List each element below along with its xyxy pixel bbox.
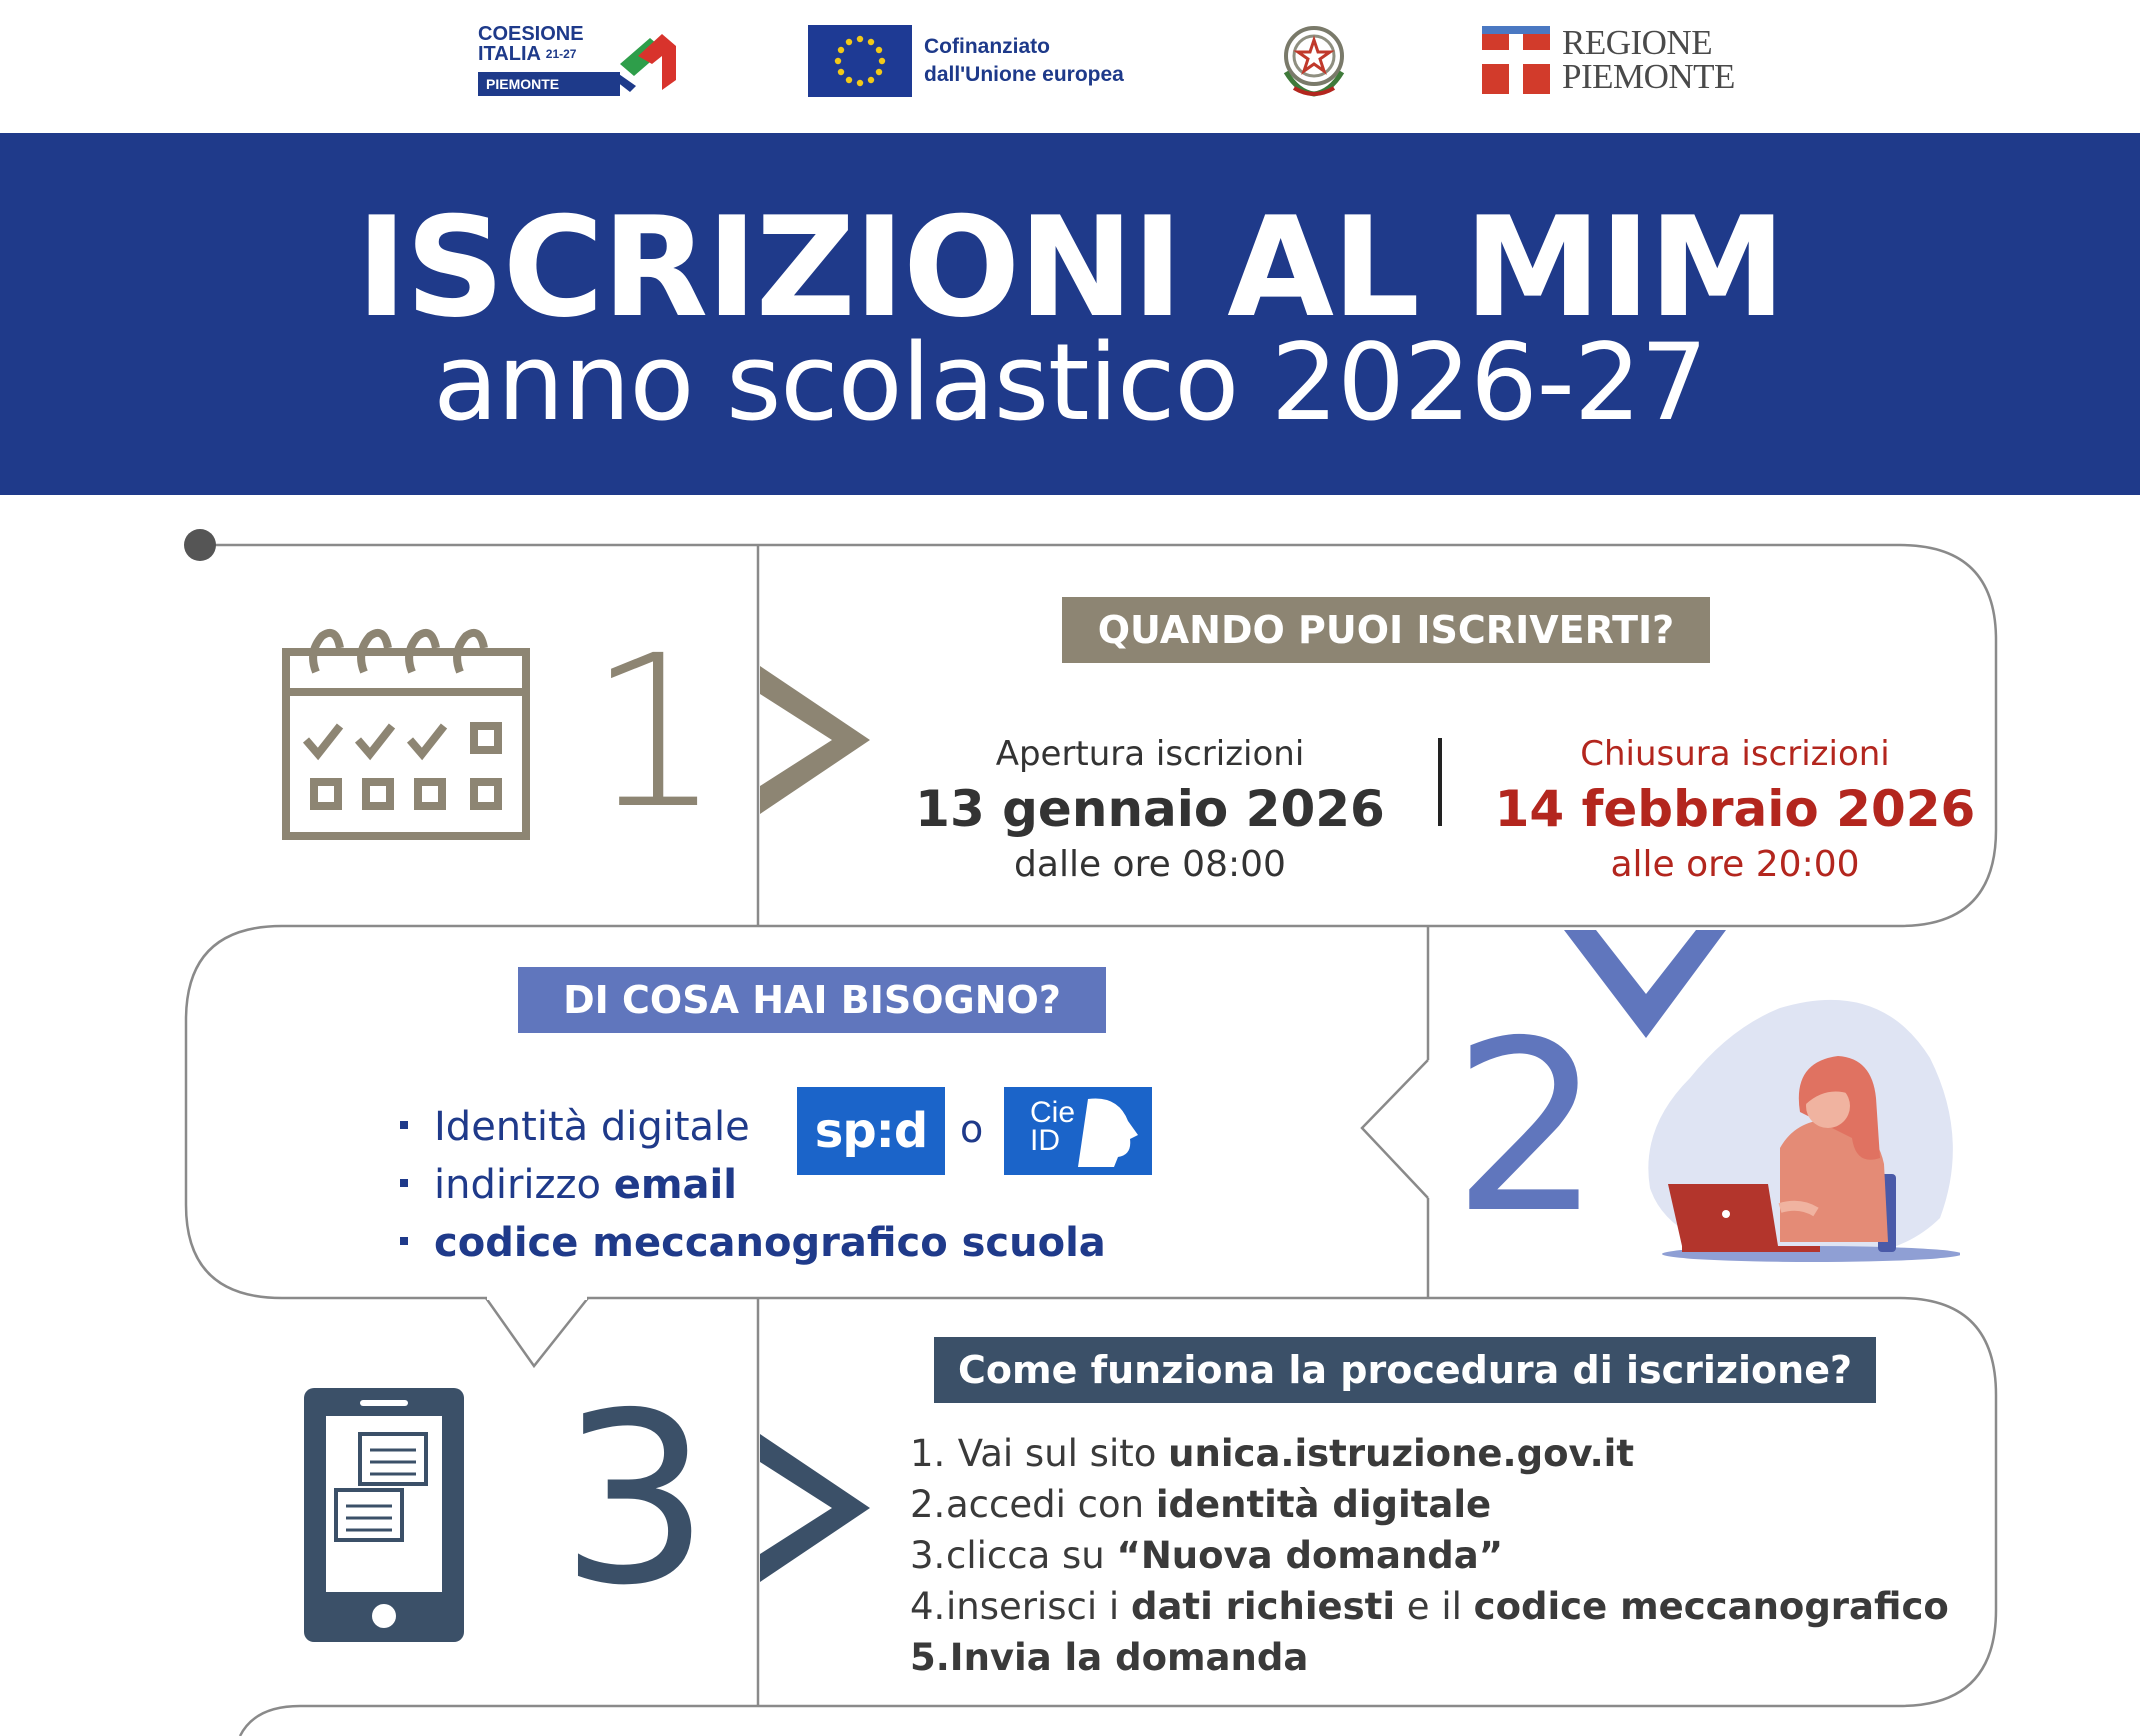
opening-date-block	[870, 732, 1430, 888]
requirement-school-code: codice meccanografico scuola	[434, 1220, 1106, 1266]
regione-line2: PIEMONTE	[1562, 57, 1735, 96]
list-item	[400, 1098, 1106, 1156]
smartphone-icon	[300, 1384, 468, 1646]
step-1-heading: QUANDO PUOI ISCRIVERTI?	[1062, 597, 1710, 663]
step-2-heading: DI COSA HAI BISOGNO?	[518, 967, 1106, 1033]
step-3-heading: Come funziona la procedura di iscrizione?	[934, 1337, 1876, 1403]
step-3-number: 3	[560, 1362, 711, 1637]
or-label: o	[960, 1107, 984, 1151]
step-2-number: 2	[1452, 990, 1603, 1265]
chevron-right-icon	[756, 1430, 876, 1600]
cie-line1: Cie	[1030, 1096, 1076, 1129]
cie-line2: ID	[1030, 1124, 1060, 1157]
closing-time: alle ore 20:00	[1610, 844, 1860, 885]
requirement-identity: Identità digitale	[434, 1104, 750, 1150]
requirement-email-prefix: indirizzo	[434, 1162, 601, 1208]
list-item: 5.Invia la domanda	[910, 1636, 1309, 1679]
list-item	[400, 1156, 1106, 1214]
site-url: unica.istruzione.gov.it	[1168, 1432, 1635, 1475]
closing-date: 14 febbraio 2026	[1494, 780, 1976, 838]
list-item: 3.clicca su “Nuova domanda”	[910, 1534, 1504, 1577]
requirements-list	[400, 1098, 1106, 1272]
regione-line1: REGIONE	[1562, 23, 1713, 62]
page-subtitle: anno scolastico 2026-27	[433, 321, 1707, 444]
calendar-icon	[278, 622, 534, 842]
list-item: 1. Vai sul sito unica.istruzione.gov.it	[910, 1432, 1635, 1475]
opening-time: dalle ore 08:00	[1014, 844, 1286, 885]
coesione-line1: COESIONE	[478, 23, 584, 45]
eu-text-line2: dall'Unione europea	[924, 63, 1124, 86]
list-item: 2.accedi con identità digitale	[910, 1483, 1492, 1526]
coesione-line2: ITALIA	[478, 43, 541, 65]
closing-label: Chiusura iscrizioni	[1580, 734, 1890, 774]
step-1-number: 1	[588, 610, 722, 855]
opening-label: Apertura iscrizioni	[995, 734, 1305, 774]
spid-logo: sp:d	[797, 1087, 945, 1175]
cie-id-logo	[1004, 1087, 1152, 1175]
closing-date-block	[1455, 732, 2015, 888]
page-title: ISCRIZIONI AL MIM	[355, 187, 1784, 348]
woman-laptop-illustration	[1630, 988, 1960, 1264]
list-item	[400, 1214, 1106, 1272]
cie-profile-icon	[1078, 1095, 1148, 1169]
requirement-email: email	[613, 1162, 737, 1208]
coesione-badge: PIEMONTE	[478, 72, 620, 96]
procedure-steps-list	[910, 1428, 1949, 1683]
eu-text-line1: Cofinanziato	[924, 35, 1050, 58]
chevron-right-icon	[756, 662, 876, 832]
opening-date: 13 gennaio 2026	[915, 780, 1385, 838]
list-item: 4.inserisci i dati richiesti e il codice meccanografico	[910, 1585, 1949, 1628]
coesione-years: 21-27	[545, 47, 577, 61]
